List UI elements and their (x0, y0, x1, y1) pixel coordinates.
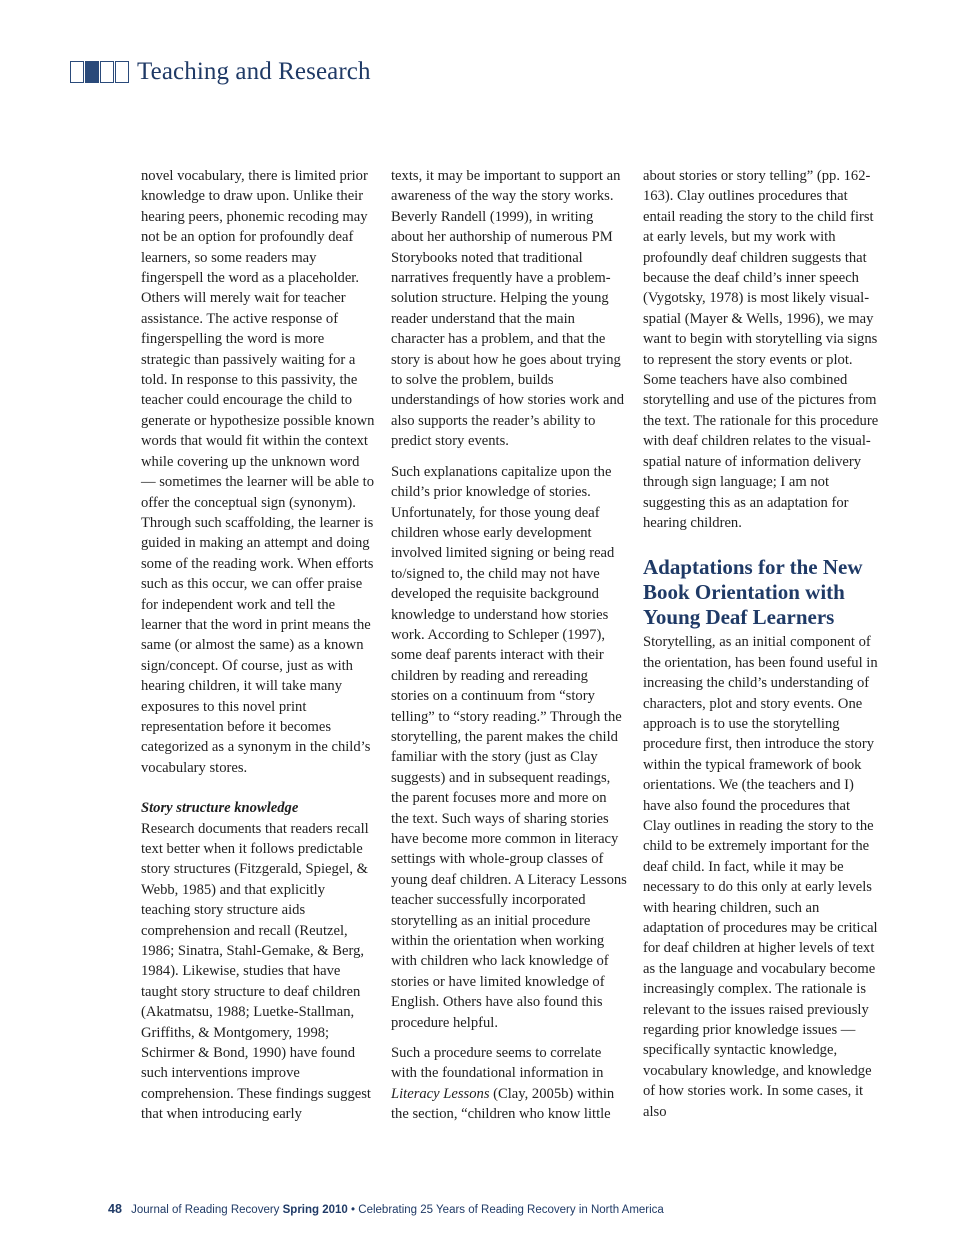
running-header (70, 56, 371, 88)
header-box-3 (100, 61, 114, 83)
header-box-2 (85, 61, 99, 83)
header-box-4 (115, 61, 129, 83)
page-footer (108, 1202, 664, 1216)
issue-season: Spring 2010 (282, 1204, 348, 1216)
header-box-graphic (70, 61, 129, 83)
col2-paragraph-1: texts, it may be important to support an awareness of the way the story works. Beverly Randell (1999), in writing about her authorship of numerous PM Storybooks noted that traditional narratives frequently have a problem-solution structure. Helping the young reader understand that the main character has a problem, and that the story is about how he goes about trying to solve the problem, builds understandings of how stories work and also supports the reader’s ability to predict story events. (391, 168, 625, 450)
col2-paragraph-2: Such explanations capitalize upon the child’s prior knowledge of stories. Unfortunately, for those young deaf children whose early development involved limited signing or being read to/signed to, the child may not have developed the requisite background knowledge to understand how stories work. According to Schleper (1997), some deaf parents interact with their children by reading and rereading stories on a continuum from “story telling” to “story reading.” Through the storytelling, the parent makes the child familiar with the story (just as Clay suggests) and in subsequent readings, the parent focuses more and more on the text. Such ways of sharing stories have become more common in literacy settings with whole-group classes of young deaf children. A Literacy Lessons teacher successfully incorporated storytelling as an initial procedure within the orientation when working with children who lack knowledge of stories or have limited knowledge of English. Others have also found this procedure helpful. (391, 463, 627, 1031)
section-heading-adaptations: Adaptations for the New Book Orientation with Young Deaf Learners (643, 555, 863, 630)
header-box-1 (70, 61, 84, 83)
page-number: 48 (108, 1202, 122, 1216)
column-1 (141, 166, 375, 1125)
journal-name: Journal of Reading Recovery (131, 1204, 280, 1216)
column-3 (643, 166, 879, 1122)
column-2 (391, 166, 627, 1125)
col2-paragraph-3 (391, 1043, 627, 1125)
book-title-literacy-lessons: Literacy Lessons (391, 1085, 490, 1102)
footer-tagline: Celebrating 25 Years of Reading Recovery in North America (358, 1204, 664, 1216)
section-title: Teaching and Research (137, 58, 371, 85)
col2-p3-after: (Clay, 2005b) within the section, “children who know little (391, 1085, 615, 1123)
footer-separator: • (351, 1204, 356, 1216)
col1-paragraph-2: Research documents that readers recall text better when it follows predictable story structures (Fitzgerald, Spiegel, & Webb, 1985) and that explicitly teaching story structure aids comprehension and recall (Reutzel, 1986; Sinatra, Stahl-Gemake, & Berg, 1984). Likewise, studies that have taught story structure to deaf children (Akatmatsu, 1988; Luetke-Stallman, Griffiths, & Montgomery, 1998; Schirmer & Bond, 1990) have found such interventions improve comprehension. These findings suggest that when introducing early (141, 820, 371, 1123)
col3-paragraph-1: about stories or story telling” (pp. 162-163). Clay outlines procedures that entail reading the story to the child first at early levels, but my work with profoundly deaf children suggests that because the deaf child’s inner speech (Vygotsky, 1978) is most likely visual-spatial (Mayer & Wells, 1996), we may want to begin with storytelling via signs to represent the story events or plot. Some teachers have also combined storytelling and use of the pictures from the text. The rationale for this procedure with deaf children relates to the visual-spatial nature of information delivery through sign language; I am not suggesting this as an adaptation for hearing children. (643, 168, 879, 531)
subheading-story-structure: Story structure knowledge (141, 800, 299, 817)
col2-p3-before: Such a procedure seems to correlate with the foundational information in (391, 1045, 604, 1082)
col1-paragraph-1: novel vocabulary, there is limited prior knowledge to draw upon. Unlike their hearing peers, phonemic recoding may not be an option for profoundly deaf learners, so some readers may fingerspell the word as a placeholder. Others will merely wait for teacher assistance. The active response of fingerspelling the word is more strategic than passively waiting for a told. In response to this passivity, the teacher could encourage the child to generate or hypothesize possible known words that would fit within the context while covering up the unknown word — sometimes the learner will be able to offer the conceptual sign (synonym). Through such scaffolding, the learner is guided in making an attempt and doing some of the reading work. When efforts such as this occur, we can offer praise for independent work and tell the learner that the word in print means the same (or almost the same) as a known sign/concept. Of course, just as with hearing children, it will take many exposures to this novel print representation before it becomes categorized as a synonym in the child’s vocabulary stores. (141, 168, 375, 776)
col3-paragraph-2: Storytelling, as an initial component of the orientation, has been found useful in increasing the child’s understanding of characters, plot and story events. One approach is to use the storytelling procedure first, then introduce the story within the typical framework of book orientations. We (the teachers and I) have also found the procedures that Clay outlines in reading the story to the child to be extremely important for the deaf child. In fact, while it may be necessary to do this only at early levels with hearing children, such an adaptation of procedures may be critical for deaf children at higher levels of text as the language and vocabulary become increasingly complex. The rationale is relevant to the issues raised previously regarding prior knowledge issues — specifically syntactic knowledge, vocabulary knowledge, and knowledge of how stories work. In some cases, it also (643, 634, 878, 1120)
